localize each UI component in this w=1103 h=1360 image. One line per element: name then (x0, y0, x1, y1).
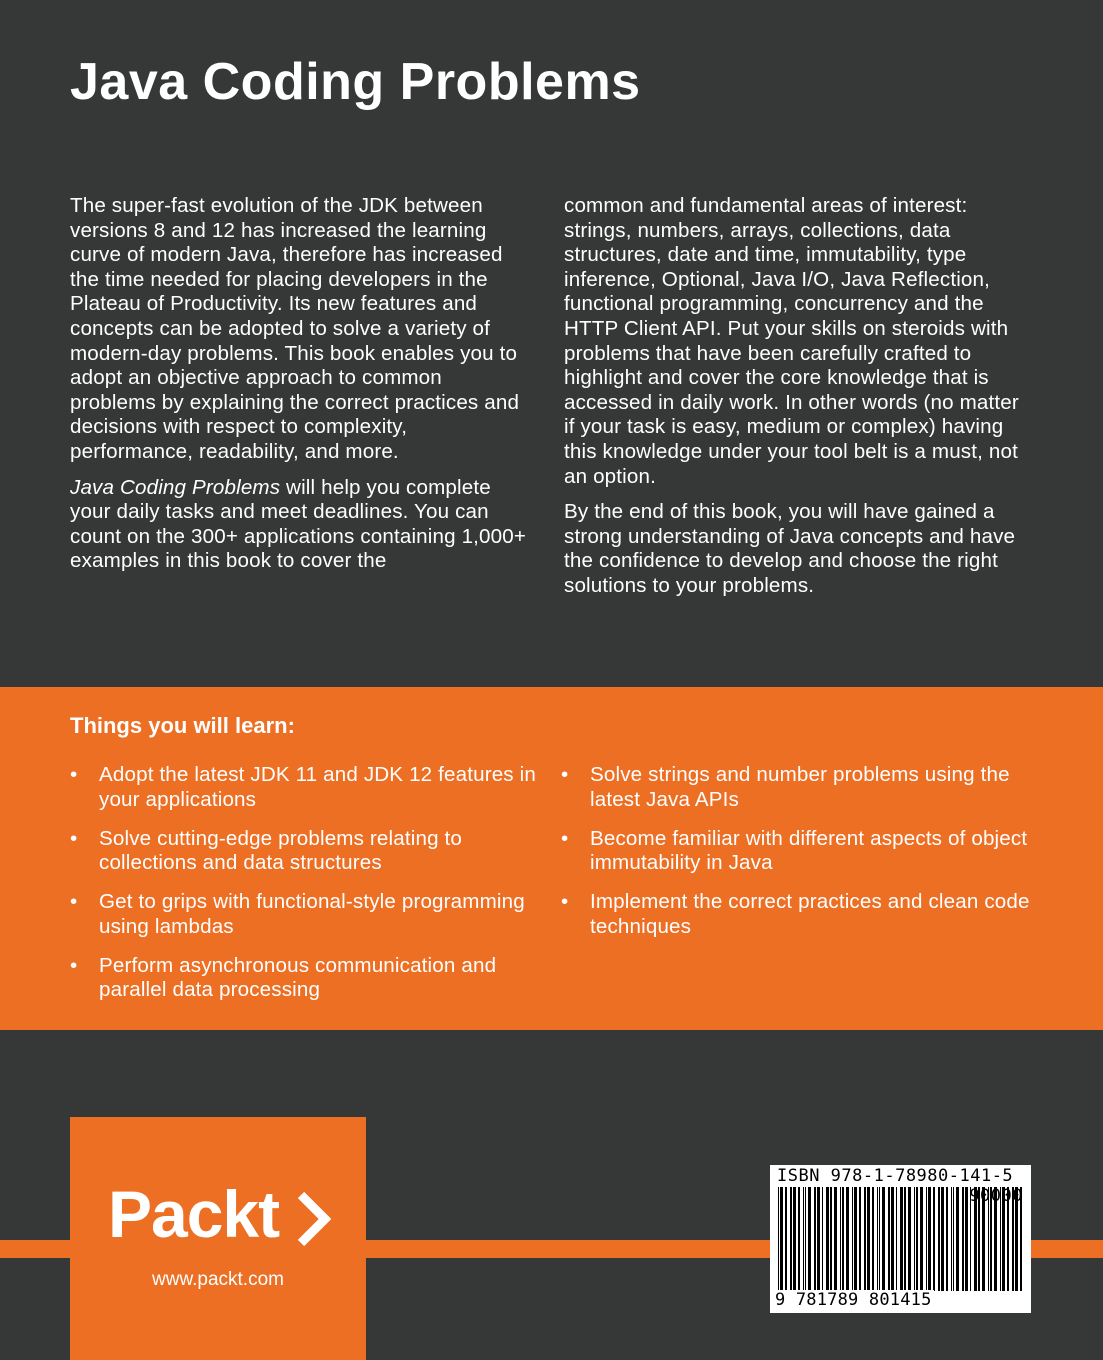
barcode-bar (790, 1187, 792, 1291)
barcode-bar (941, 1187, 944, 1291)
learn-item (70, 827, 540, 876)
barcode-bar (872, 1187, 874, 1291)
barcode-bar (852, 1187, 853, 1291)
barcode-bar (962, 1187, 964, 1291)
barcode-bar (793, 1187, 796, 1291)
description-paragraph-3: By the end of this book, you will have gained a strong understanding of Java concepts and have the confidence to develop and choose the right solutions to your problems. (564, 500, 1016, 597)
learn-item-text: Become familiar with different aspects of object immutability in Java (590, 826, 1028, 875)
barcode-bar (914, 1187, 915, 1291)
barcode-bar (951, 1187, 952, 1291)
barcode-bar (877, 1187, 878, 1291)
barcode-bar (953, 1187, 954, 1291)
learn-list-right (561, 763, 1041, 954)
learn-item-text: Implement the correct practices and clean code techniques (590, 890, 1030, 938)
barcode-bar (854, 1187, 857, 1291)
description-book-title-italic: Java Coding Problems (70, 475, 281, 499)
bullet-icon: • (70, 826, 78, 850)
bullet-icon: • (561, 763, 569, 786)
description-paragraph-2-continued: common and fundamental areas of interest: strings, numbers, arrays, collections, data structures, date and time, immutability, type inference, Optional, Java I/O, Java Reflection, functional programming, concurrency and the HTTP Client API. Put your skills on steroids with problems that have been carefully crafted to highlight and cover the core knowledge that is accessed in daily work. In other words (no matter if your task is easy, medium or complex) having this knowledge under your tool belt is a must, not an option. (564, 194, 1019, 488)
barcode-bar (908, 1187, 911, 1291)
barcode-bar (946, 1187, 948, 1291)
barcode-bar (916, 1187, 918, 1291)
description-column-right (564, 194, 1034, 610)
barcode-bar (822, 1187, 823, 1291)
barcode-bar (867, 1187, 870, 1291)
barcode-bar (882, 1187, 885, 1291)
barcode-digits: 9 781789 801415 (775, 1290, 932, 1310)
publisher-logo-box (70, 1117, 366, 1360)
barcode-bar (842, 1187, 844, 1291)
isbn-barcode (770, 1165, 1031, 1313)
barcode-bar (933, 1187, 935, 1291)
publisher-logo-wordmark: Packt (108, 1177, 280, 1251)
learn-item (561, 827, 1041, 876)
barcode-bar (830, 1187, 832, 1291)
barcode-bar (888, 1187, 890, 1291)
price-code: 90000 (969, 1186, 1023, 1206)
barcode-bar (840, 1187, 841, 1291)
bullet-icon: • (70, 763, 78, 786)
learn-item-text: Adopt the latest JDK 11 and JDK 12 features in your applications (99, 763, 536, 811)
chevron-right-icon (295, 1189, 331, 1249)
barcode-bar (798, 1187, 800, 1291)
learn-list-left (70, 763, 540, 1017)
isbn-label: ISBN 978-1-78980-141-5 (777, 1166, 1014, 1186)
barcode-bar (859, 1187, 861, 1291)
learn-item-text: Perform asynchronous communication and parallel data processing (99, 953, 497, 1002)
barcode-bar (803, 1187, 804, 1291)
barcode-bar (904, 1187, 906, 1291)
barcode-bar (928, 1187, 931, 1291)
description-paragraph-2-text: will help you complete your daily tasks and meet deadlines. You can count on the 300+ applications containing 1,000+ examples in this book to cover the (70, 475, 527, 573)
bullet-icon: • (70, 953, 78, 977)
learn-heading: Things you will learn: (70, 713, 295, 738)
barcode-bar (817, 1187, 820, 1291)
barcode-bar (956, 1187, 959, 1291)
learn-item (70, 890, 540, 939)
barcode-bar (864, 1187, 866, 1291)
learn-item-text: Get to grips with functional-style programming using lambdas (99, 890, 525, 938)
bullet-icon: • (561, 826, 569, 850)
barcode-bar (900, 1187, 903, 1291)
barcode-bar (834, 1187, 837, 1291)
learn-item (70, 954, 540, 1003)
barcode-bar (920, 1187, 923, 1291)
learn-item (70, 763, 540, 812)
barcode-bar (879, 1187, 880, 1291)
barcode-bar (826, 1187, 829, 1291)
barcode-bar (891, 1187, 894, 1291)
barcode-bar (805, 1187, 806, 1291)
description-paragraph-2-start (70, 476, 532, 574)
publisher-url: www.packt.com (152, 1269, 284, 1290)
barcode-bar (814, 1187, 816, 1291)
barcode-bar (965, 1187, 968, 1291)
barcode-bar (778, 1187, 779, 1291)
learn-item-text: Solve cutting-edge problems relating to collections and data structures (99, 826, 463, 875)
description-paragraph-1: The super-fast evolution of the JDK between versions 8 and 12 has increased the learning curve of modern Java, therefore has increased the time needed for placing developers in the Plateau of Productivity. Its new features and concepts can be adopted to solve a variety of modern-day problems. This book enables you to adopt an objective approach to common problems by explaining the correct practices and decisions with respect to complexity, performance, readability, and more. (70, 194, 520, 463)
bullet-icon: • (70, 890, 78, 914)
barcode-bar (785, 1187, 787, 1291)
barcode-bar (780, 1187, 783, 1291)
book-title: Java Coding Problems (70, 53, 641, 111)
barcode-bar (896, 1187, 897, 1291)
barcode-bar (808, 1187, 811, 1291)
barcode-bar (846, 1187, 849, 1291)
barcode-bar (938, 1187, 940, 1291)
learn-item (561, 890, 1041, 939)
bullet-icon: • (561, 890, 569, 914)
description-column-left (70, 194, 532, 585)
learn-item-text: Solve strings and number problems using the latest Java APIs (590, 763, 1010, 811)
learn-item (561, 763, 1041, 812)
barcode-bar (926, 1187, 927, 1291)
